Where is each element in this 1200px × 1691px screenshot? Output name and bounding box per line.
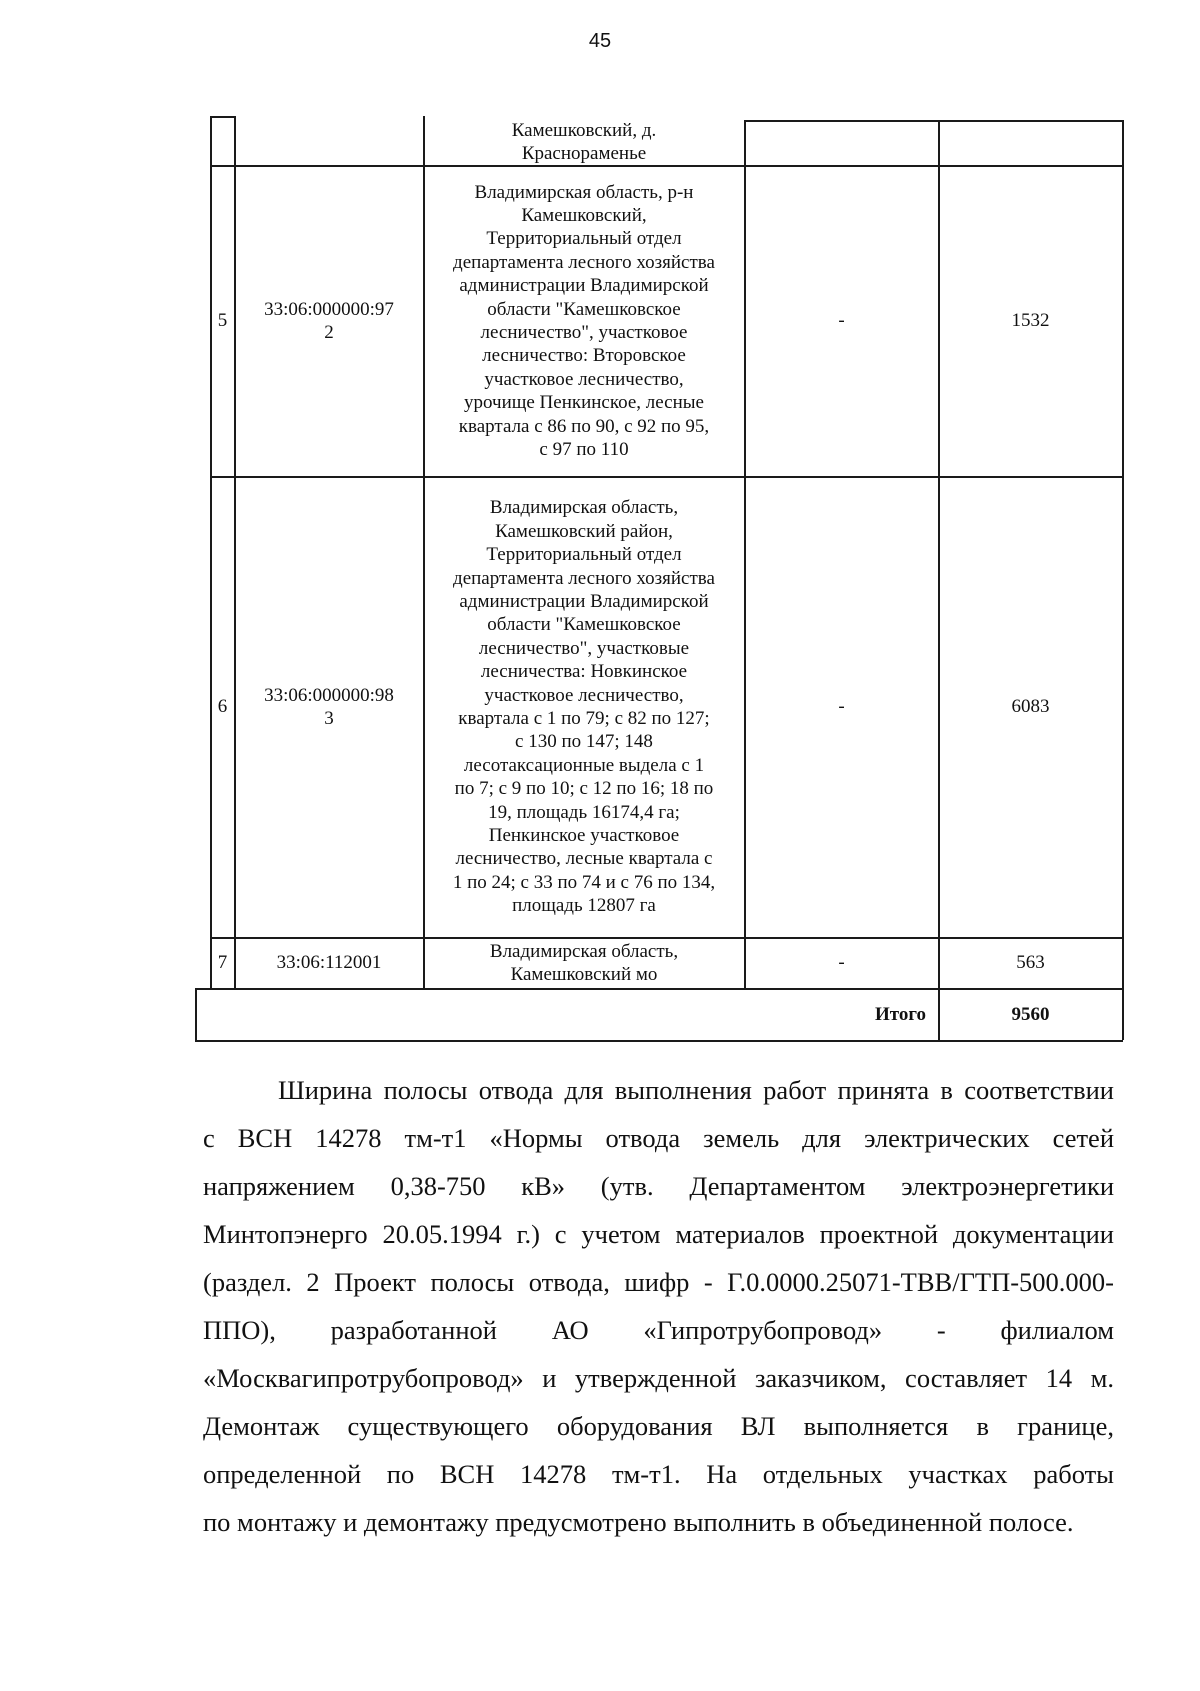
table-rule: [744, 120, 1123, 122]
row-7-address: Владимирская область, Камешковский мо: [489, 940, 679, 985]
paragraph-line: ППО), разработанной АО «Гипротрубопровод» - филиалом: [203, 1315, 1114, 1345]
row-7-cadastral: 33:06:112001: [276, 952, 382, 974]
paragraph-line: (раздел. 2 Проект полосы отвода, шифр - Г.0.0000.25071-ТВВ/ГТП-500.000-: [203, 1267, 1114, 1297]
paragraph-line: определенной по ВСН 14278 тм-т1. На отдельных участках работы: [203, 1459, 1114, 1489]
row-6-cadastral: 33:06:000000:98 3: [264, 684, 394, 729]
table-row-continuation-address: Камешковский, д. Краснораменье: [511, 119, 657, 164]
table-rule: [195, 1040, 1123, 1042]
paragraph-line: Демонтаж существующего оборудования ВЛ выполняется в границе,: [203, 1411, 1114, 1441]
row-5-col4: -: [838, 310, 845, 332]
paragraph-line: с ВСН 14278 тм-т1 «Нормы отвода земель для электрических сетей: [203, 1123, 1114, 1153]
paragraph-line: Минтопэнерго 20.05.1994 г.) с учетом материалов проектной документации: [203, 1219, 1114, 1249]
paragraph-line: Ширина полосы отвода для выполнения работ принята в соответствии: [278, 1075, 1114, 1105]
row-5-cadastral: 33:06:000000:97 2: [264, 298, 394, 343]
page-number: 45: [588, 30, 612, 52]
row-7-col4: -: [838, 952, 845, 974]
row-5-number: 5: [217, 310, 228, 332]
row-5-address: Владимирская область, р-н Камешковский, Территориальный отдел департамента лесного хозяйства администрации Владимирской области "Камешковское лесничество", участковое лесничество: Второвское участковое лесничество, урочище Пенкинское, лесные квартала с 86 по 90, с 92 по 95, с 97 по 110: [453, 181, 715, 461]
row-7-area: 563: [1016, 952, 1045, 974]
paragraph-line: напряжением 0,38-750 кВ» (утв. Департаментом электроэнергетики: [203, 1171, 1114, 1201]
body-paragraph: [203, 1066, 1114, 1546]
row-7-number: 7: [217, 952, 228, 974]
row-5-area: 1532: [1011, 310, 1050, 332]
row-6-address: Владимирская область, Камешковский район, Территориальный отдел департамента лесного хозяйства администрации Владимирской области "Камешковское лесничество", участковые лесничества: Новкинское участковое лесничество, квартала с 1 по 79; с 82 по 127; с 130 по 147; 148 лесотаксационные выдела с 1 по 7; с 9 по 10; с 12 по 16; 18 по 19, площадь 16174,4 га; Пенкинское участковое лесничество, лесные квартала с 1 по 24; с 33 по 74 и с 76 по 134, площадь 12807 га: [452, 497, 716, 917]
row-6-col4: -: [838, 696, 845, 718]
total-label: Итого: [874, 1003, 926, 1025]
table-rule: [1122, 120, 1124, 1040]
paragraph-line: по монтажу и демонтажу предусмотрено выполнить в объединенной полосе.: [203, 1507, 1074, 1537]
total-value: 9560: [1011, 1003, 1050, 1025]
row-6-area: 6083: [1011, 696, 1050, 718]
row-6-number: 6: [217, 696, 228, 718]
table-rule: [210, 116, 234, 118]
paragraph-line: «Москвагипротрубопровод» и утвержденной заказчиком, составляет 14 м.: [203, 1363, 1114, 1393]
